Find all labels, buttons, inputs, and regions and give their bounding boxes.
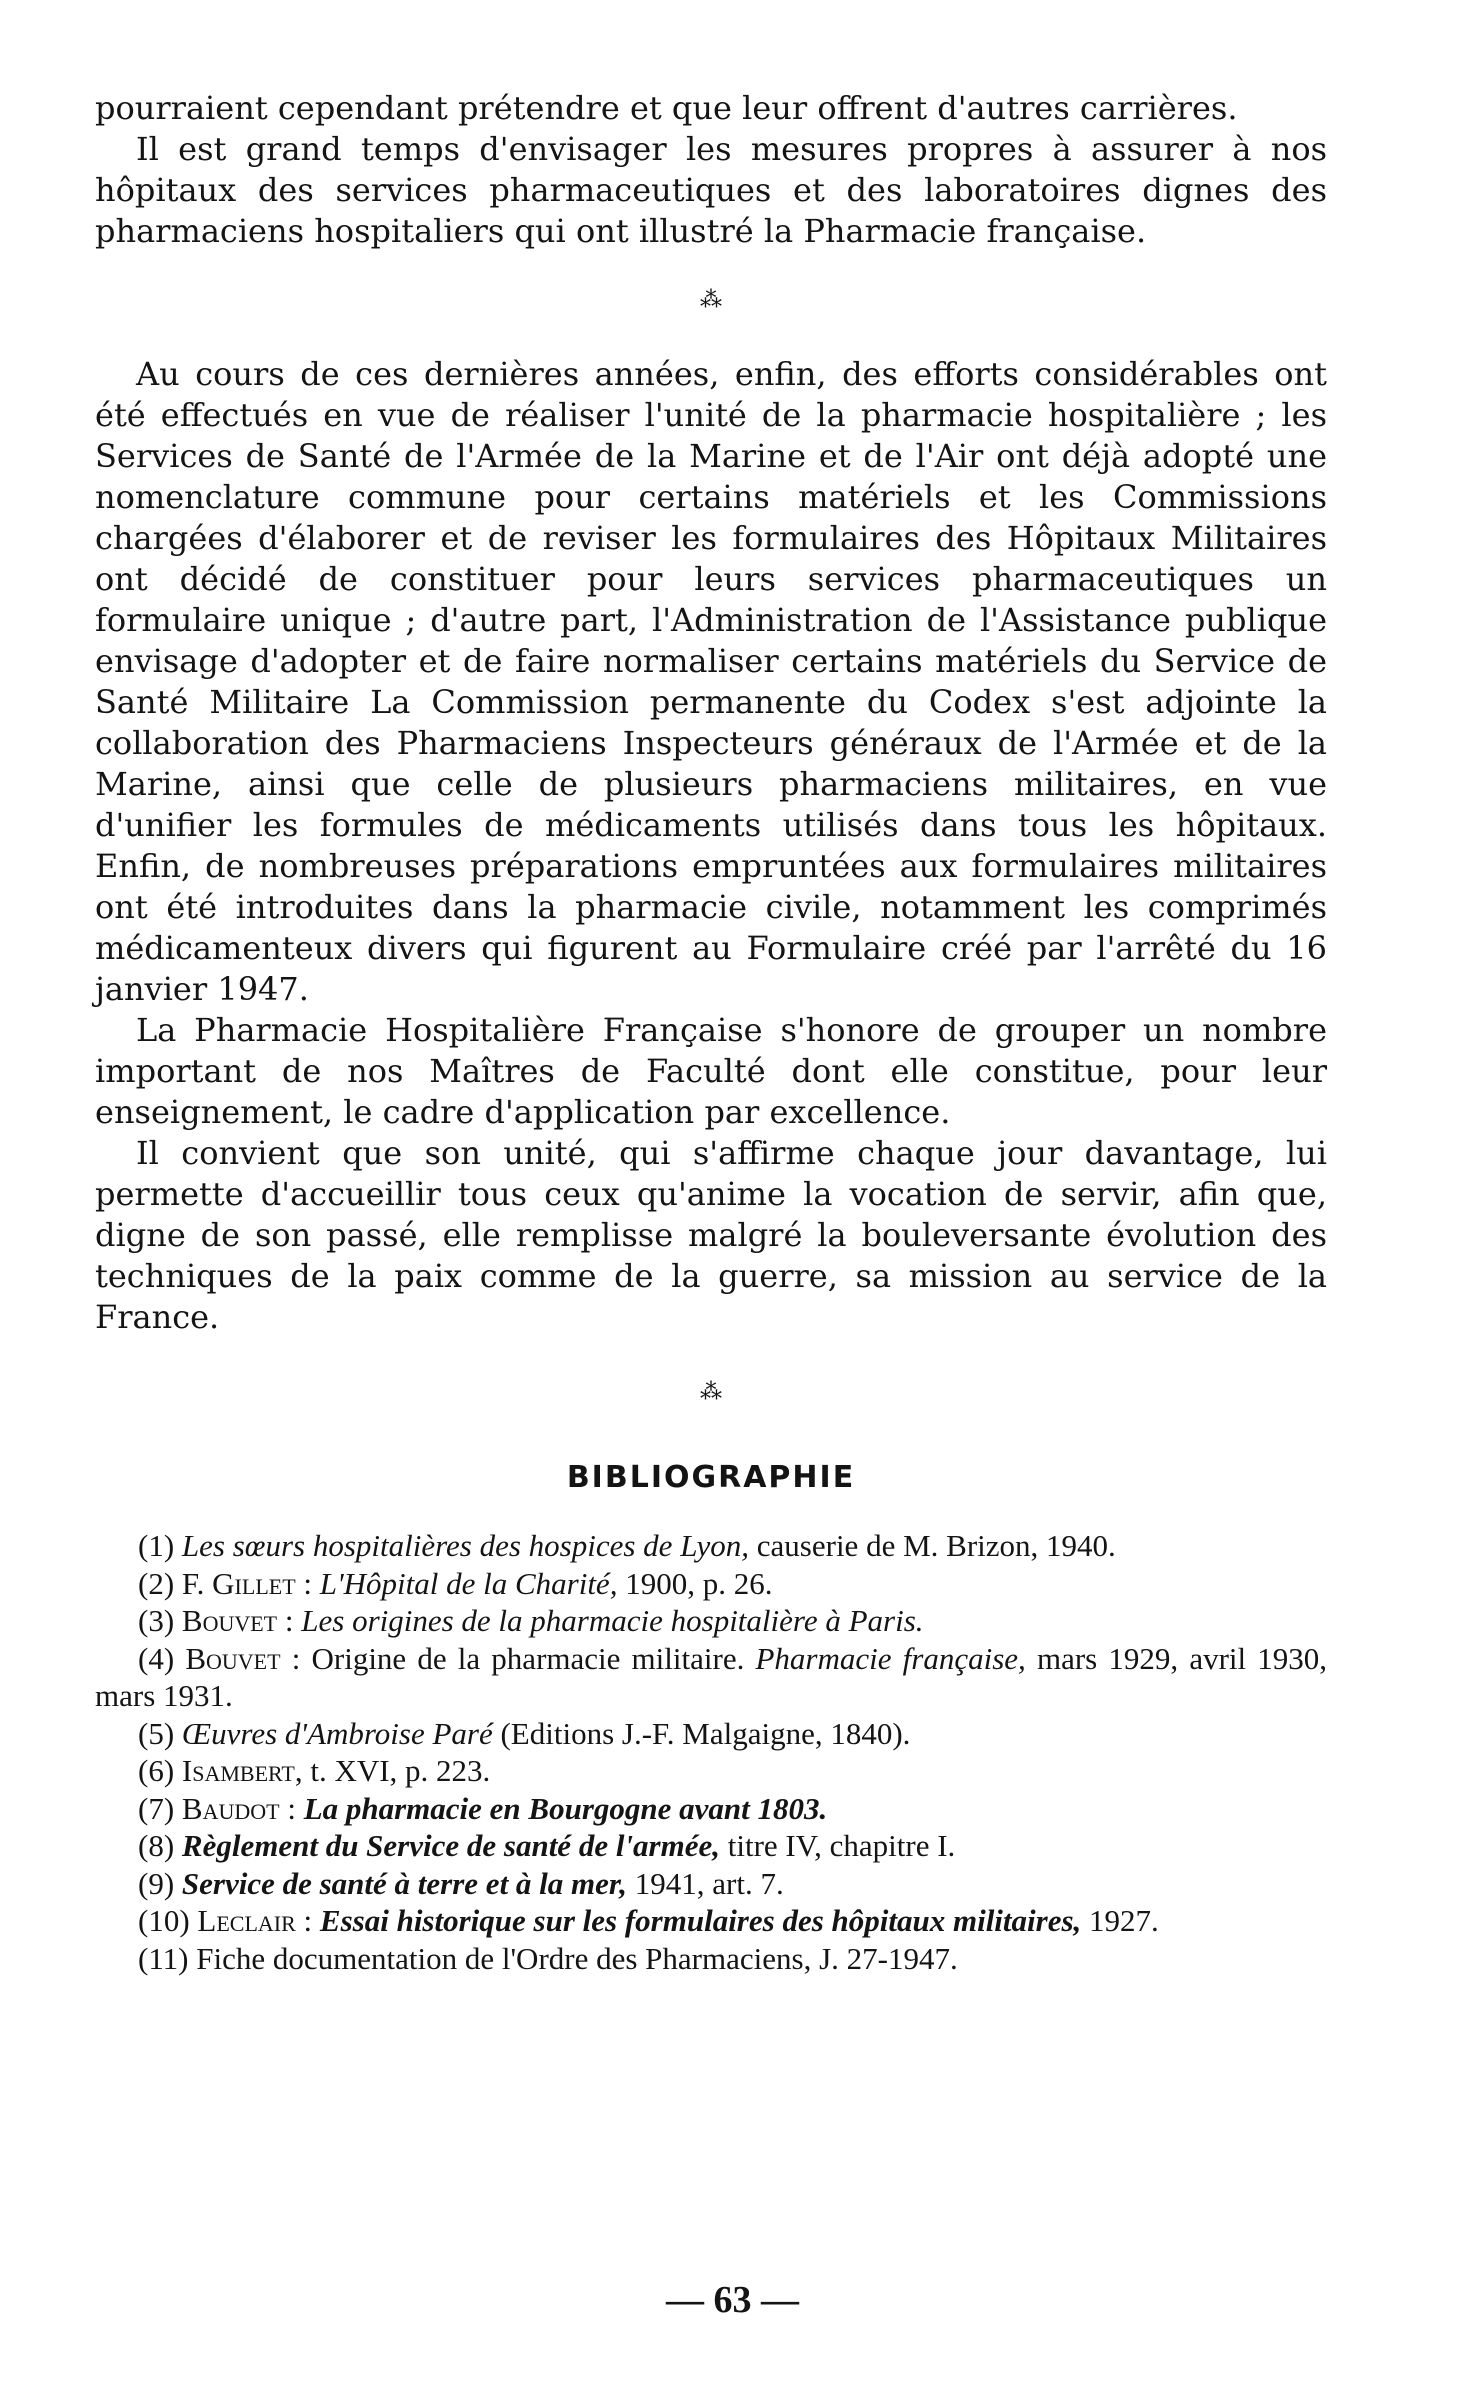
text-block-main bbox=[95, 354, 1327, 1338]
paragraph: Il est grand temps d'envisager les mesures propres à assurer à nos hôpitaux des services pharmaceutiques et des laboratoires dignes des pharmaciens hospitaliers qui ont illustré la Pharmacie française. bbox=[95, 130, 1327, 250]
bibliography-entry: (2) F. Gillet : L'Hôpital de la Charité, 1900, p. 26. bbox=[138, 1565, 773, 1601]
bibliography-entry: (7) Baudot : La pharmacie en Bourgogne avant 1803. bbox=[138, 1790, 828, 1826]
page-content bbox=[95, 88, 1327, 1977]
bibliography-entry: (11) Fiche documentation de l'Ordre des Pharmaciens, J. 27-1947. bbox=[138, 1940, 958, 1976]
bibliography-entry: (5) Œuvres d'Ambroise Paré (Editions J.-F. Malgaigne, 1840). bbox=[138, 1715, 911, 1751]
asterism-separator: ⁂ bbox=[700, 1380, 722, 1405]
text-block-top bbox=[95, 88, 1327, 252]
bibliography-heading: BIBLIOGRAPHIE bbox=[566, 1460, 856, 1495]
bibliography-entry: (4) Bouvet : Origine de la pharmacie militaire. Pharmacie française, mars 1929, avril 1930, mars 1931. bbox=[95, 1640, 1328, 1713]
paragraph: La Pharmacie Hospitalière Française s'honore de grouper un nombre important de nos Maîtres de Faculté dont elle constitue, pour leur enseignement, le cadre d'application par excellence. bbox=[95, 1011, 1327, 1131]
bibliography-entry: (6) Isambert, t. XVI, p. 223. bbox=[138, 1753, 491, 1788]
paragraph: Au cours de ces dernières années, enfin, des efforts considérables ont été effectués en vue de réaliser l'unité de la pharmacie hospitalière ; les Services de Santé de l'Armée de la Marine et de l'Air ont déjà adopté une nomenclature commune pour certains matériels et les Commissions chargées d'élaborer et de reviser les formulaires des Hôpitaux Militaires ont décidé de constituer pour leurs services pharmaceutiques un formulaire unique ; d'autre part, l'Administration de l'Assistance publique envisage d'adopter et de faire normaliser certains matériels du Service de Santé Militaire La Commission permanente du Codex s'est adjointe la collaboration des Pharmaciens Inspecteurs généraux de l'Armée et de la Marine, ainsi que celle de plusieurs pharmaciens militaires, en vue d'unifier les formules de médicaments utilisés dans tous les hôpitaux. Enfin, de nombreuses préparations empruntées aux formulaires militaires ont été introduites dans la pharmacie civile, notamment les comprimés médicamenteux divers qui figurent au Formulaire créé par l'arrêté du 16 janvier 1947. bbox=[95, 355, 1327, 1008]
bibliography-entry: (10) Leclair : Essai historique sur les formulaires des hôpitaux militaires, 1927. bbox=[138, 1903, 1159, 1938]
asterism-separator: ⁂ bbox=[700, 288, 722, 313]
bibliography-entry: (9) Service de santé à terre et à la mer, 1941, art. 7. bbox=[138, 1865, 784, 1901]
bibliography-entry: (1) Les sœurs hospitalières des hospices de Lyon, causerie de M. Brizon, 1940. bbox=[138, 1528, 1116, 1563]
page-number: — 63 — bbox=[666, 2279, 799, 2321]
bibliography-list bbox=[95, 1527, 1327, 1977]
bibliography-entry: (8) Règlement du Service de santé de l'armée, titre IV, chapitre I. bbox=[138, 1828, 956, 1863]
bibliography-entry: (3) Bouvet : Les origines de la pharmacie hospitalière à Paris. bbox=[138, 1603, 924, 1638]
paragraph: pourraient cependant prétendre et que leur offrent d'autres carrières. bbox=[95, 89, 1238, 127]
paragraph: Il convient que son unité, qui s'affirme chaque jour davantage, lui permette d'accueillir tous ceux qu'anime la vocation de servir, afin que, digne de son passé, elle remplisse malgré la bouleversante évolution des techniques de la paix comme de la guerre, sa mission au service de la France. bbox=[95, 1134, 1327, 1336]
